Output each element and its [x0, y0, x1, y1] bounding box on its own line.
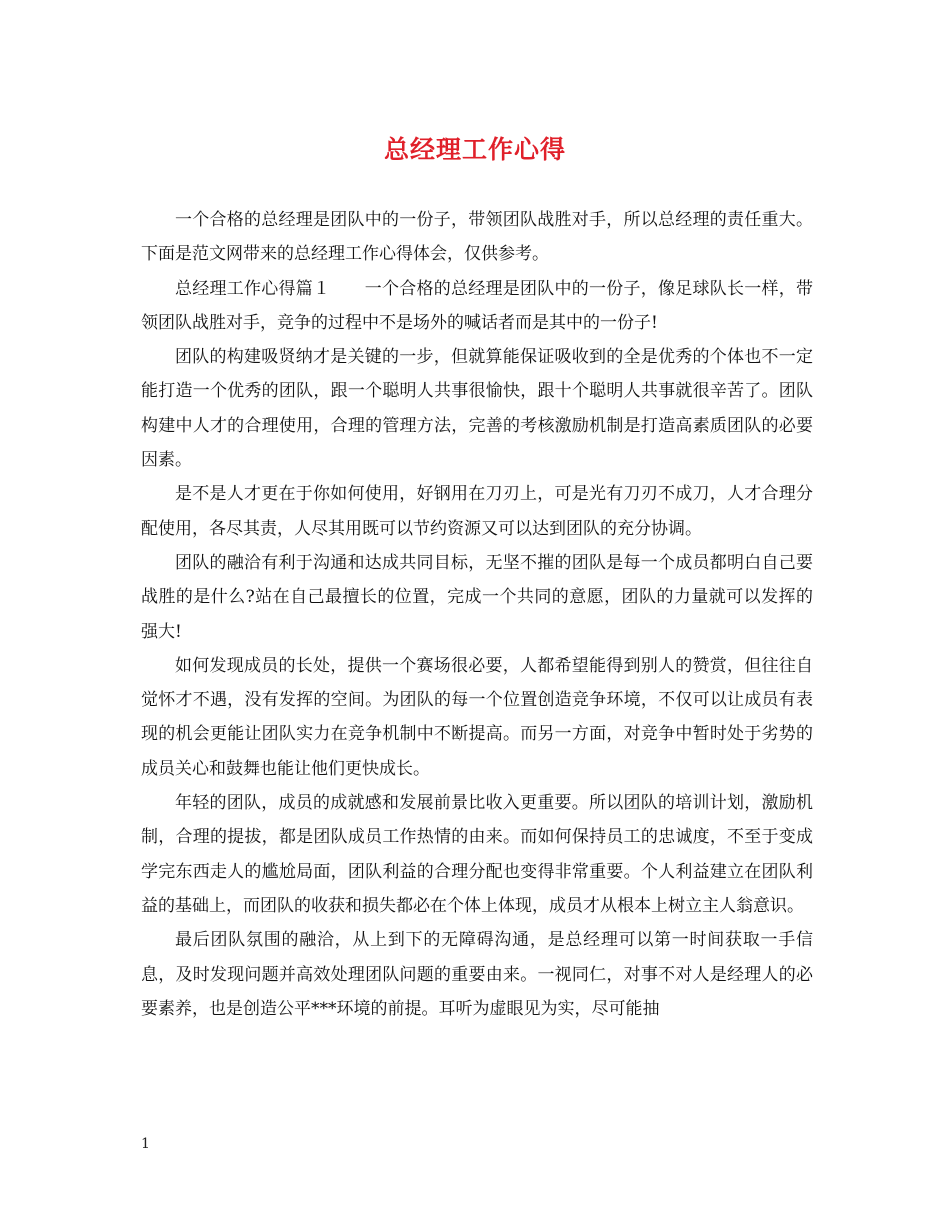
paragraph-talent-use: 是不是人才更在于你如何使用，好钢用在刀刃上，可是光有刀刃不成刀，人才合理分配使用，各尽其责，人尽其用既可以节约资源又可以达到团队的充分协调。 — [141, 484, 813, 539]
paragraph-section-1: 总经理工作心得篇１ 一个合格的总经理是团队中的一份子，像足球队长一样，带领团队战胜对手，竞争的过程中不是场外的喊话者而是其中的一份子! — [141, 278, 813, 333]
paragraph-team-building: 团队的构建吸贤纳才是关键的一步，但就算能保证吸收到的全是优秀的个体也不一定能打造一个优秀的团队，跟一个聪明人共事很愉快，跟十个聪明人共事就很辛苦了。团队构建中人才的合理使用，合理的管理方法，完善的考核激励机制是打造高素质团队的必要因素。 — [141, 347, 813, 471]
page-number: 1 — [141, 1136, 150, 1152]
document-body — [141, 203, 813, 1026]
paragraph-member-strengths: 如何发现成员的长处，提供一个赛场很必要，人都希望能得到别人的赞赏，但往往自觉怀才不遇，没有发挥的空间。为团队的每一个位置创造竞争环境，不仅可以让成员有表现的机会更能让团队实力在竞争机制中不断提高。而另一方面，对竞争中暂时处于劣势的成员关心和鼓舞也能让他们更快成长。 — [141, 655, 813, 779]
paragraph-team-atmosphere: 最后团队氛围的融洽，从上到下的无障碍沟通，是总经理可以第一时间获取一手信息，及时发现问题并高效处理团队问题的重要由来。一视同仁，对事不对人是经理人的必要素养，也是创造公平***环境的前提。耳听为虚眼见为实，尽可能抽 — [141, 930, 813, 1019]
paragraph-team-harmony: 团队的融洽有利于沟通和达成共同目标，无坚不摧的团队是每一个成员都明白自己要战胜的是什么?站在自己最擅长的位置，完成一个共同的意愿，团队的力量就可以发挥的强大! — [141, 552, 813, 642]
document-title: 总经理工作心得 — [383, 135, 566, 164]
paragraph-intro: 一个合格的总经理是团队中的一份子，带领团队战胜对手，所以总经理的责任重大。下面是范文网带来的总经理工作心得体会，仅供参考。 — [141, 210, 813, 265]
paragraph-young-team: 年轻的团队，成员的成就感和发展前景比收入更重要。所以团队的培训计划，激励机制，合理的提拔，都是团队成员工作热情的由来。而如何保持员工的忠诚度，不至于变成学完东西走人的尴尬局面，团队利益的合理分配也变得非常重要。个人利益建立在团队利益的基础上，而团队的收获和损失都必在个体上体现，成员才从根本上树立主人翁意识。 — [141, 793, 813, 916]
